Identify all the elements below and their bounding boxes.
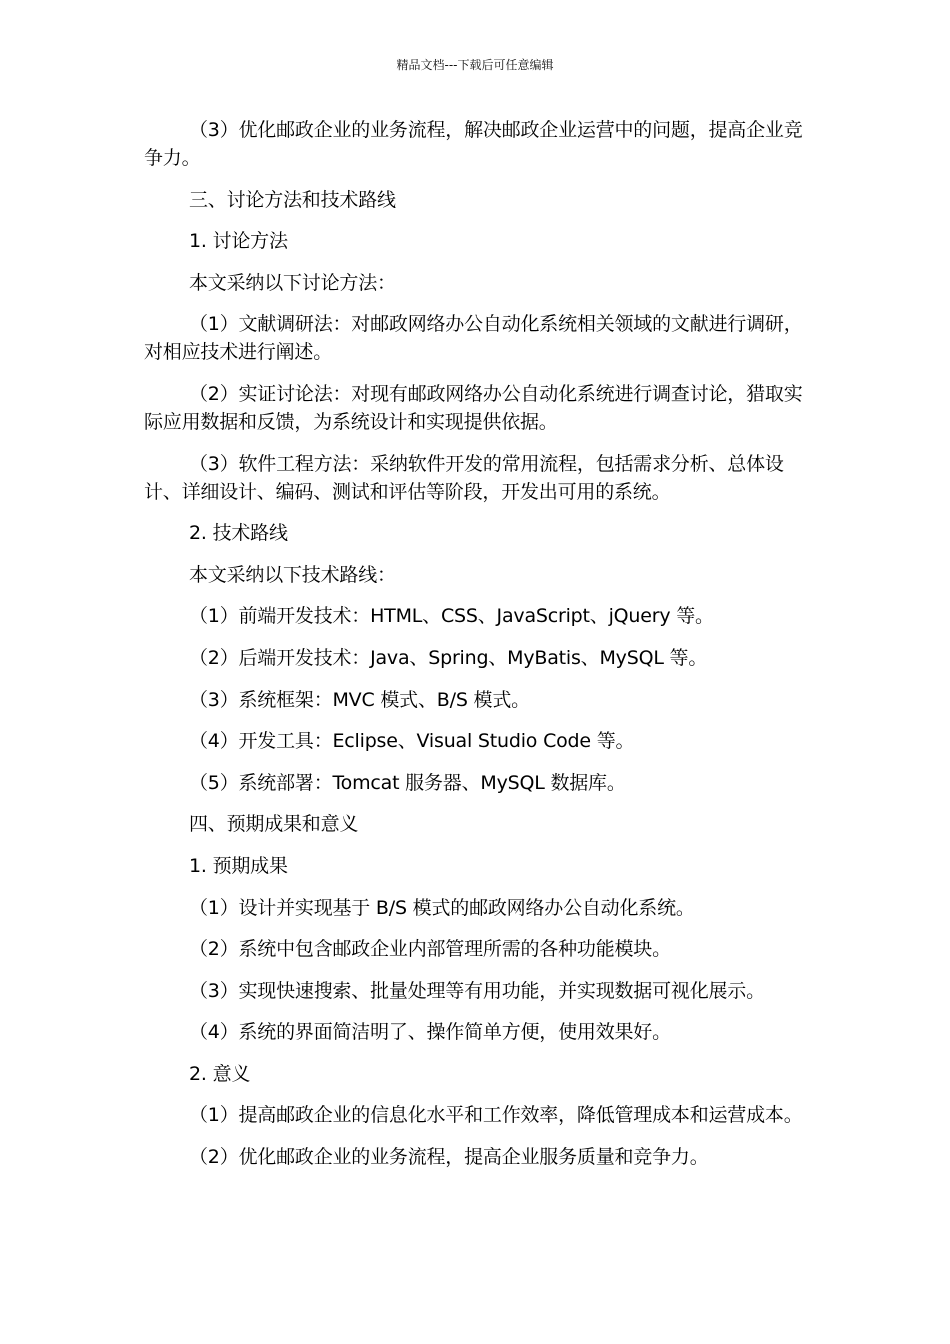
section-heading: 四、预期成果和意义: [189, 813, 359, 836]
list-item: （1）文献调研法：对邮政网络办公自动化系统相关领域的文献进行调研，对相应技术进行阐述。: [144, 313, 803, 364]
list-item: （3）实现快速搜索、批量处理等有用功能，并实现数据可视化展示。: [189, 979, 765, 1002]
document-body: [144, 116, 808, 1185]
subsection-heading: 1. 讨论方法: [189, 230, 288, 253]
list-item: （1）提高邮政企业的信息化水平和工作效率，降低管理成本和运营成本。: [189, 1104, 803, 1127]
list-item: （1）设计并实现基于 B/S 模式的邮政网络办公自动化系统。: [189, 896, 695, 919]
list-item: （2）系统中包含邮政企业内部管理所需的各种功能模块。: [189, 938, 671, 961]
page-header: 精品文档---下载后可任意编辑: [396, 58, 554, 72]
list-item: （2）后端开发技术：Java、Spring、MyBatis、MySQL 等。: [189, 646, 708, 669]
subsection-heading: 1. 预期成果: [189, 854, 288, 877]
paragraph: 本文采纳以下技术路线：: [189, 563, 396, 586]
list-item: （5）系统部署：Tomcat 服务器、MySQL 数据库。: [189, 771, 626, 794]
list-item: （3）软件工程方法：采纳软件开发的常用流程，包括需求分析、总体设计、详细设计、编码、测试和评估等阶段，开发出可用的系统。: [144, 452, 784, 503]
section-heading: 三、讨论方法和技术路线: [189, 188, 396, 211]
paragraph: （3）优化邮政企业的业务流程，解决邮政企业运营中的问题，提高企业竞争力。: [144, 119, 803, 169]
subsection-heading: 2. 技术路线: [189, 522, 288, 545]
list-item: （2）实证讨论法：对现有邮政网络办公自动化系统进行调查讨论，猎取实际应用数据和反馈，为系统设计和实现提供依据。: [144, 382, 803, 433]
list-item: （4）系统的界面简洁明了、操作简单方便，使用效果好。: [189, 1021, 671, 1044]
list-item: （2）优化邮政企业的业务流程，提高企业服务质量和竞争力。: [189, 1146, 709, 1169]
list-item: （1）前端开发技术：HTML、CSS、JavaScript、jQuery 等。: [189, 605, 714, 628]
list-item: （3）系统框架：MVC 模式、B/S 模式。: [189, 688, 530, 711]
paragraph: 本文采纳以下讨论方法：: [189, 271, 396, 294]
subsection-heading: 2. 意义: [189, 1062, 251, 1085]
list-item: （4）开发工具：Eclipse、Visual Studio Code 等。: [189, 730, 635, 753]
